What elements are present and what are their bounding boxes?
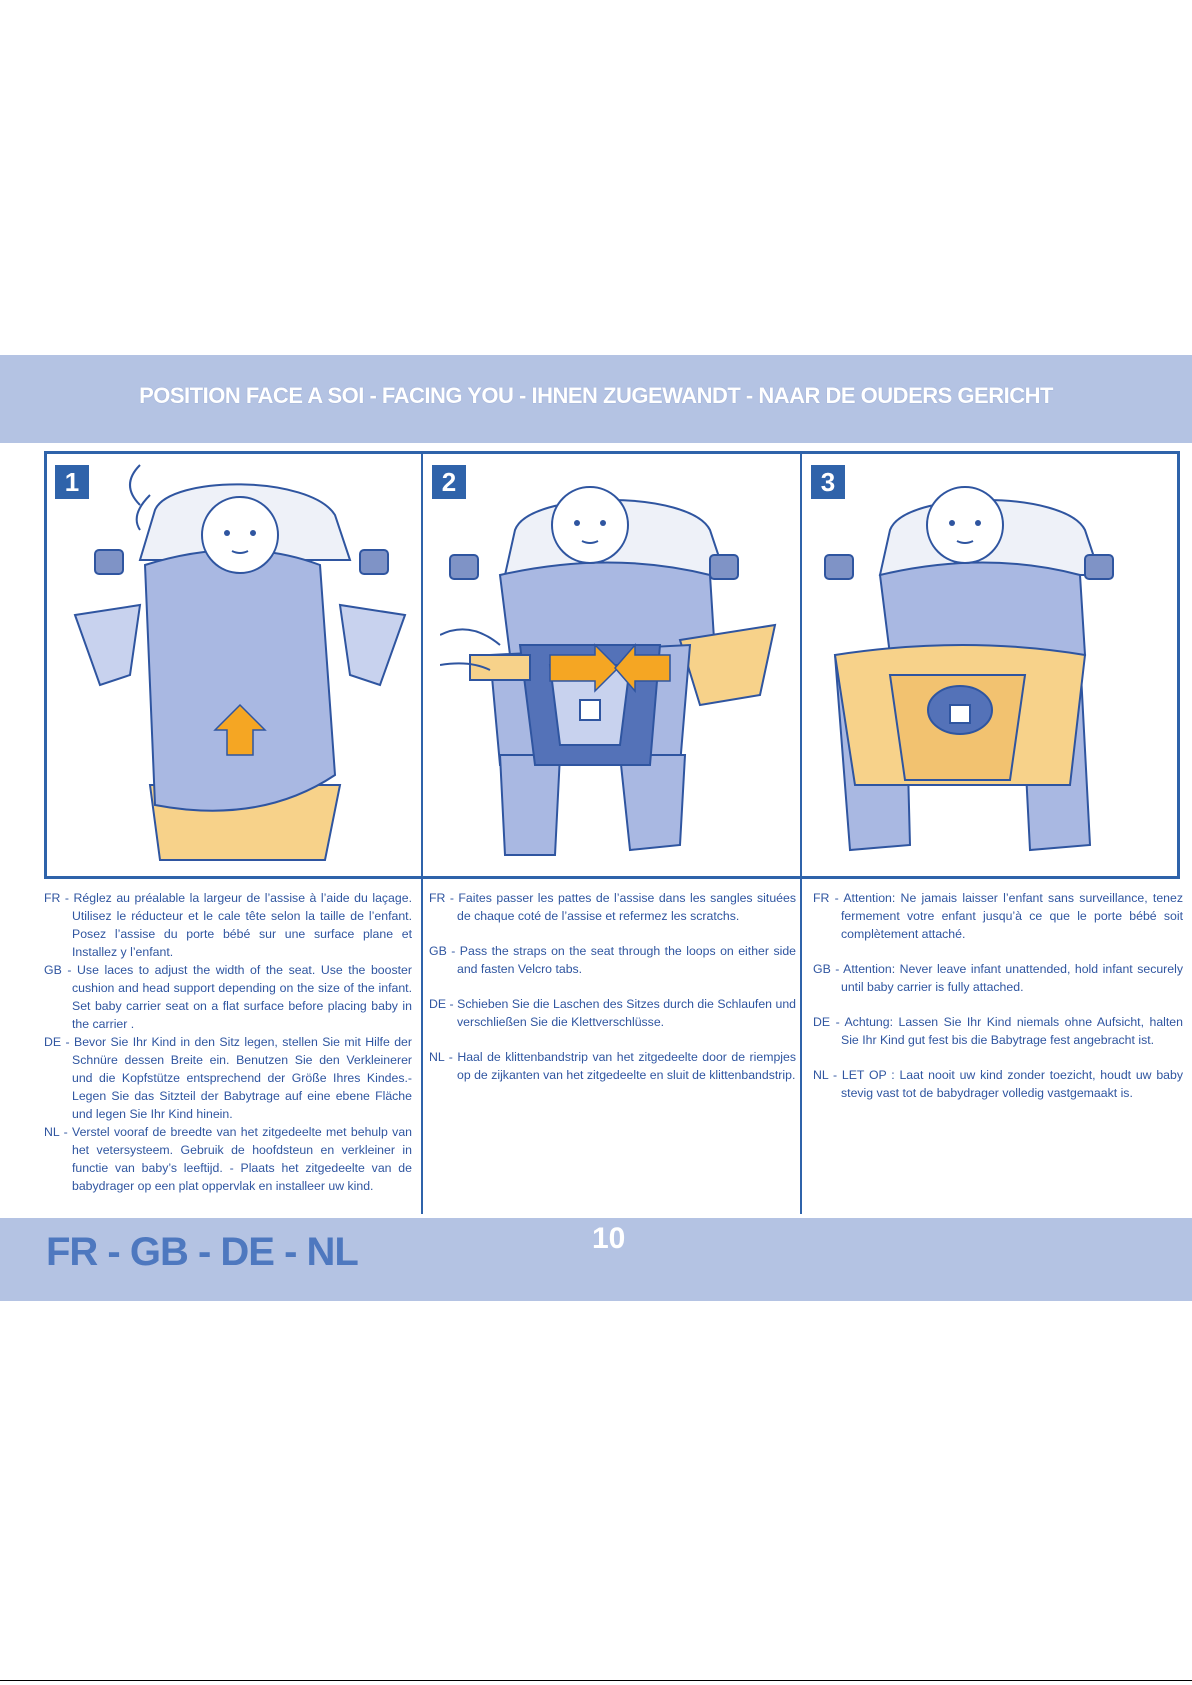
step-number-1: 1	[55, 465, 89, 499]
instruction-nl: NL - Haal de klittenbandstrip van het zitgedeelte door de riempjes op de zijkanten van het zitgedeelte en sluit de klittenbandstrip.	[429, 1050, 796, 1082]
instructions-column-2	[429, 889, 796, 1084]
instruction-gb: GB - Use laces to adjust the width of the seat. Use the booster cushion and head support depending on the size of the infant. Set baby carrier seat on a flat surface before placing baby in the carrier .	[44, 963, 412, 1031]
column-divider	[421, 451, 423, 1214]
instruction-gb: GB - Pass the straps on the seat through the loops on either side and fasten Velcro tabs.	[429, 944, 796, 976]
instruction-nl: NL - Verstel vooraf de breedte van het zitgedeelte met behulp van het vetersysteem. Gebruik de hoofdsteun en verkleiner in functie van baby’s leeftijd. - Plaats het zitgedeelte van de babydrager op een plat oppervlak en installeer uw kind.	[44, 1125, 412, 1193]
instruction-fr: FR - Attention: Ne jamais laisser l’enfant sans surveillance, tenez fermement votre enfant jusqu’à ce que le porte bébé soit complètement attaché.	[813, 891, 1183, 941]
footer-band	[0, 1218, 1192, 1301]
column-divider	[800, 451, 802, 1214]
baby-illustration-step-3	[815, 455, 1175, 875]
page-edge-line	[0, 1680, 1192, 1681]
instructions-column-1	[44, 889, 412, 1195]
instruction-gb: GB - Attention: Never leave infant unattended, hold infant securely until baby carrier is fully attached.	[813, 962, 1183, 994]
instruction-fr: FR - Faites passer les pattes de l’assise dans les sangles situées de chaque coté de l’assise et refermez les scratchs.	[429, 891, 796, 923]
instruction-fr: FR - Réglez au préalable la largeur de l’assise à l’aide du laçage. Utilisez le réducteur et le cale tête selon la taille de l’enfant. Posez l’assise du porte bébé sur une surface plane et Installez y l’enfant.	[44, 891, 412, 959]
instructions-column-3	[813, 889, 1183, 1102]
header-band	[0, 355, 1192, 443]
page-title: POSITION FACE A SOI - FACING YOU - IHNEN ZUGEWANDT - NAAR DE OUDERS GERICHT	[139, 383, 1053, 408]
step-number-3: 3	[811, 465, 845, 499]
baby-illustration-step-2	[440, 455, 795, 875]
baby-illustration-step-1	[60, 455, 420, 875]
step-number-2: 2	[432, 465, 466, 499]
instruction-de: DE - Bevor Sie Ihr Kind in den Sitz legen, stellen Sie mit Hilfe der Schnüre dessen Breite ein. Benutzen Sie den Verkleinerer und die Kopfstütze entsprechend der Größe Ihres Kindes.- Legen Sie das Sitzteil der Babytrage auf eine ebene Fläche und legen Sie Ihr Kind hinein.	[44, 1035, 412, 1121]
language-codes: FR - GB - DE - NL	[46, 1230, 358, 1274]
instruction-de: DE - Achtung: Lassen Sie Ihr Kind niemals ohne Aufsicht, halten Sie Ihr Kind gut fest bis die Babytrage fest angebracht ist.	[813, 1015, 1183, 1047]
instruction-nl: NL - LET OP : Laat nooit uw kind zonder toezicht, houdt uw baby stevig vast tot de babydrager volledig vastgemaakt is.	[813, 1068, 1183, 1100]
page-number: 10	[592, 1222, 626, 1255]
instruction-de: DE - Schieben Sie die Laschen des Sitzes durch die Schlaufen und verschließen Sie die Klettverschlüsse.	[429, 997, 796, 1029]
